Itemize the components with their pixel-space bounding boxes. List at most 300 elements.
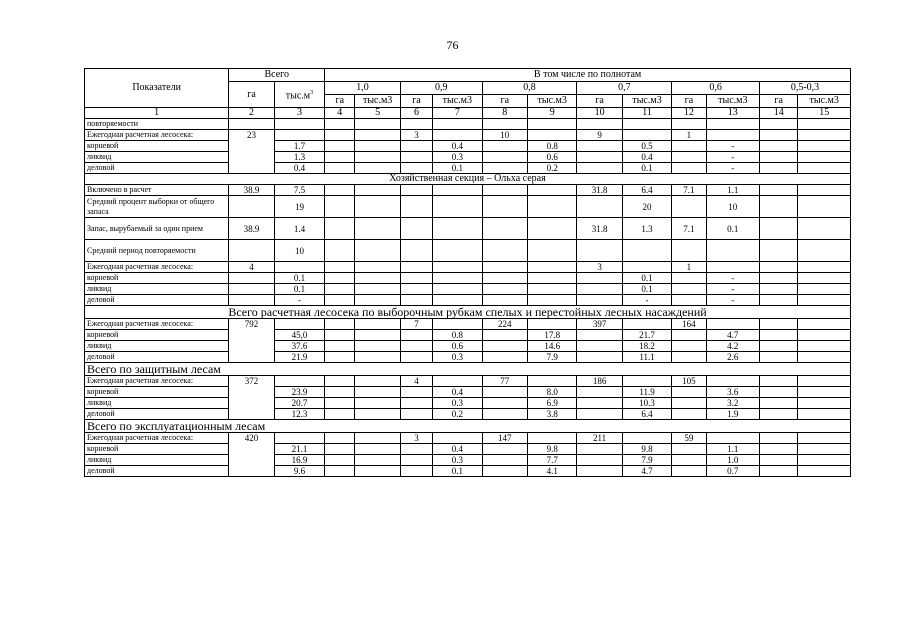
table-cell [672, 284, 706, 295]
table-cell: 0.6 [527, 152, 576, 163]
table-cell [229, 240, 274, 262]
table-cell [672, 273, 706, 284]
table-cell [577, 152, 622, 163]
table-cell [400, 409, 432, 420]
table-cell [760, 218, 798, 240]
table-cell [482, 352, 527, 363]
table-cell [355, 185, 400, 196]
table-cell: 37.6 [274, 341, 324, 352]
table-cell [229, 284, 274, 295]
table-cell [482, 295, 527, 306]
table-cell [433, 295, 482, 306]
row-label: деловой [85, 352, 229, 363]
table-cell [760, 163, 798, 174]
table-cell [798, 130, 851, 141]
table-cell [798, 319, 851, 330]
table-cell [325, 119, 355, 130]
table-cell [798, 262, 851, 273]
table-cell [760, 141, 798, 152]
row-label: деловой [85, 163, 229, 174]
row-label: Средний процент выборки от общего запаса [85, 196, 229, 218]
table-cell: 3 [400, 130, 432, 141]
table-cell [527, 130, 576, 141]
table-cell [482, 196, 527, 218]
table-cell [672, 295, 706, 306]
table-cell [482, 185, 527, 196]
row-label: Средний период повторяемости [85, 240, 229, 262]
table-cell [274, 433, 324, 444]
table-cell [760, 273, 798, 284]
table-row [85, 284, 851, 295]
table-cell: 18.2 [622, 341, 671, 352]
table-cell: 20.7 [274, 398, 324, 409]
table-cell [433, 433, 482, 444]
table-cell: 59 [672, 433, 706, 444]
table-cell: - [706, 284, 759, 295]
table-cell: 397 [577, 319, 622, 330]
table-cell: 3.6 [706, 387, 759, 398]
table-cell [622, 262, 671, 273]
table-row [85, 444, 851, 455]
table-cell: - [706, 273, 759, 284]
table-cell: 4.7 [622, 466, 671, 477]
table-cell [229, 295, 274, 306]
column-number: 7 [433, 108, 482, 119]
table-cell: 21.7 [622, 330, 671, 341]
table-cell: 3.8 [527, 409, 576, 420]
table-cell [355, 352, 400, 363]
table-row [85, 352, 851, 363]
table-cell [433, 273, 482, 284]
table-row [85, 218, 851, 240]
table-row [85, 363, 851, 376]
section-title: Всего по эксплуатационным лесам [85, 420, 851, 433]
table-cell [622, 376, 671, 387]
table-cell [672, 152, 706, 163]
density-header: 0,5-0,3 [760, 82, 851, 95]
table-cell [672, 352, 706, 363]
sub-vol-header: тыс.м3 [706, 95, 759, 108]
column-number: 10 [577, 108, 622, 119]
table-cell: 1 [672, 262, 706, 273]
table-cell [672, 119, 706, 130]
table-cell [672, 444, 706, 455]
table-cell [760, 387, 798, 398]
table-cell [577, 444, 622, 455]
table-cell: - [706, 163, 759, 174]
table-cell: 19 [274, 196, 324, 218]
table-cell: 9.6 [274, 466, 324, 477]
table-cell [325, 295, 355, 306]
table-cell [798, 119, 851, 130]
table-cell [325, 218, 355, 240]
table-cell: 4 [400, 376, 432, 387]
table-cell [355, 119, 400, 130]
table-cell [482, 398, 527, 409]
table-cell: 4 [229, 262, 274, 273]
by-density-header: В том числе по полнотам [325, 69, 851, 82]
table-cell: 0.1 [274, 273, 324, 284]
column-number: 8 [482, 108, 527, 119]
table-row [85, 295, 851, 306]
table-row [85, 306, 851, 319]
table-cell: 9 [577, 130, 622, 141]
sub-vol-header: тыс.м3 [433, 95, 482, 108]
table-cell [798, 284, 851, 295]
table-cell: 0.4 [622, 152, 671, 163]
table-cell [577, 455, 622, 466]
column-number: 15 [798, 108, 851, 119]
table-cell: 0.1 [433, 163, 482, 174]
table-cell [672, 398, 706, 409]
table-cell: 7.1 [672, 218, 706, 240]
table-row [85, 387, 851, 398]
table-cell: 45,0 [274, 330, 324, 341]
table-cell [229, 196, 274, 218]
density-header: 0,6 [672, 82, 760, 95]
table-cell [355, 376, 400, 387]
table-cell [325, 330, 355, 341]
table-cell: 7.9 [622, 455, 671, 466]
sub-ha-header: га [577, 95, 622, 108]
table-cell: 792 [229, 319, 274, 330]
table-cell [672, 240, 706, 262]
table-cell [577, 196, 622, 218]
row-label: ликвид [85, 455, 229, 466]
table-cell [760, 376, 798, 387]
table-cell [482, 218, 527, 240]
column-number: 14 [760, 108, 798, 119]
table-cell [482, 341, 527, 352]
table-row [85, 130, 851, 141]
table-cell [760, 185, 798, 196]
column-number: 2 [229, 108, 274, 119]
table-cell [577, 387, 622, 398]
table-cell [760, 240, 798, 262]
table-cell [325, 240, 355, 262]
table-cell [527, 262, 576, 273]
table-cell: 0.8 [527, 141, 576, 152]
table-cell: 1 [672, 130, 706, 141]
table-cell [355, 387, 400, 398]
row-label: корневой [85, 330, 229, 341]
table-cell [798, 466, 851, 477]
table-cell: 6.9 [527, 398, 576, 409]
table-cell: 16.9 [274, 455, 324, 466]
table-cell [482, 455, 527, 466]
table-cell [229, 455, 274, 466]
total-ha-header: га [229, 82, 274, 108]
table-cell: 164 [672, 319, 706, 330]
table-cell [798, 409, 851, 420]
sub-ha-header: га [672, 95, 706, 108]
table-cell: 0.3 [433, 152, 482, 163]
row-label: Ежегодная расчетная лесосека: [85, 130, 229, 141]
table-cell [798, 387, 851, 398]
table-cell: 1.7 [274, 141, 324, 152]
table-cell [433, 185, 482, 196]
table-cell: 2.6 [706, 352, 759, 363]
table-cell: 3 [400, 433, 432, 444]
table-cell: 38.9 [229, 218, 274, 240]
table-cell [672, 196, 706, 218]
table-cell [760, 130, 798, 141]
table-cell [760, 284, 798, 295]
sub-vol-header: тыс.м3 [527, 95, 576, 108]
table-cell [325, 444, 355, 455]
table-cell [577, 466, 622, 477]
table-cell: 23.9 [274, 387, 324, 398]
table-cell: 9.8 [622, 444, 671, 455]
row-label: Ежегодная расчетная лесосека: [85, 319, 229, 330]
table-cell [433, 196, 482, 218]
table-cell: 0.7 [706, 466, 759, 477]
table-cell: 10 [706, 196, 759, 218]
table-cell [400, 352, 432, 363]
total-vol-header: $тыс.м^3$ [274, 82, 324, 108]
row-label: корневой [85, 141, 229, 152]
table-cell: 0.3 [433, 398, 482, 409]
table-cell: 1.3 [622, 218, 671, 240]
table-cell [433, 119, 482, 130]
table-cell [577, 352, 622, 363]
table-cell [229, 387, 274, 398]
table-cell: 0.4 [433, 387, 482, 398]
table-cell: 77 [482, 376, 527, 387]
table-row [85, 466, 851, 477]
table-row [85, 273, 851, 284]
table-cell: 20 [622, 196, 671, 218]
table-cell: 372 [229, 376, 274, 387]
table-cell [482, 387, 527, 398]
table-cell [400, 119, 432, 130]
table-cell [577, 330, 622, 341]
table-cell [433, 218, 482, 240]
table-cell [325, 185, 355, 196]
table-cell [433, 240, 482, 262]
table-cell [672, 466, 706, 477]
table-cell [527, 295, 576, 306]
section-title: Всего по защитным лесам [85, 363, 851, 376]
table-row [85, 185, 851, 196]
table-row [85, 163, 851, 174]
table-cell [355, 466, 400, 477]
table-cell [760, 466, 798, 477]
table-cell [325, 130, 355, 141]
table-cell [325, 163, 355, 174]
section-title: Хозяйственная секция – Ольха серая [85, 174, 851, 185]
table-cell [325, 433, 355, 444]
table-cell [274, 262, 324, 273]
table-cell [325, 352, 355, 363]
table-cell [527, 273, 576, 284]
table-cell [400, 455, 432, 466]
sub-vol-header: тыс.м3 [798, 95, 851, 108]
sub-vol-header: тыс.м3 [355, 95, 400, 108]
sub-ha-header: га [760, 95, 798, 108]
table-cell [325, 398, 355, 409]
table-cell: 10 [274, 240, 324, 262]
table-row [85, 433, 851, 444]
table-cell: 1.4 [274, 218, 324, 240]
table-cell: 0.2 [433, 409, 482, 420]
table-cell [482, 152, 527, 163]
table-cell [274, 130, 324, 141]
table-cell: 10 [482, 130, 527, 141]
table-row [85, 196, 851, 218]
column-number: 9 [527, 108, 576, 119]
table-cell [355, 398, 400, 409]
table-cell [760, 196, 798, 218]
total-header: Всего [229, 69, 325, 82]
table-cell [672, 330, 706, 341]
indicators-header: Показатели [85, 69, 229, 108]
table-cell [622, 130, 671, 141]
table-cell [706, 119, 759, 130]
table-cell [229, 119, 274, 130]
table-cell: 0.2 [527, 163, 576, 174]
table-cell [527, 240, 576, 262]
table-cell [798, 163, 851, 174]
table-row [85, 141, 851, 152]
table-cell [400, 398, 432, 409]
table-cell [229, 273, 274, 284]
density-header: 0,9 [400, 82, 482, 95]
row-label: ликвид [85, 284, 229, 295]
table-cell [577, 409, 622, 420]
table-cell [760, 341, 798, 352]
table-cell: 0.1 [622, 273, 671, 284]
table-cell [527, 433, 576, 444]
table-cell [400, 273, 432, 284]
density-header: 1,0 [325, 82, 401, 95]
table-cell [325, 409, 355, 420]
table-cell: 186 [577, 376, 622, 387]
table-cell [229, 341, 274, 352]
row-label: Ежегодная расчетная лесосека: [85, 376, 229, 387]
table-cell [672, 163, 706, 174]
table-cell [482, 330, 527, 341]
table-cell: 1.1 [706, 185, 759, 196]
table-cell [622, 240, 671, 262]
table-cell [355, 341, 400, 352]
table-cell [760, 433, 798, 444]
table-cell [325, 262, 355, 273]
table-cell [400, 262, 432, 273]
table-cell: 1.1 [706, 444, 759, 455]
row-label: повторяемости [85, 119, 229, 130]
table-cell [229, 352, 274, 363]
table-cell [672, 455, 706, 466]
table-cell: 4.1 [527, 466, 576, 477]
table-cell [760, 119, 798, 130]
table-cell [433, 262, 482, 273]
row-label: деловой [85, 295, 229, 306]
table-cell [400, 387, 432, 398]
table-cell [325, 273, 355, 284]
table-cell [400, 218, 432, 240]
table-cell: 1.0 [706, 455, 759, 466]
table-cell [482, 262, 527, 273]
table-cell: 6.4 [622, 409, 671, 420]
table-cell [325, 455, 355, 466]
table-cell [760, 152, 798, 163]
table-cell: 105 [672, 376, 706, 387]
table-cell [433, 376, 482, 387]
table-cell [706, 240, 759, 262]
table-cell [798, 444, 851, 455]
table-cell [433, 284, 482, 295]
row-label: деловой [85, 409, 229, 420]
table-cell [706, 376, 759, 387]
table-cell [527, 284, 576, 295]
table-cell [433, 130, 482, 141]
table-cell [760, 295, 798, 306]
table-cell [706, 433, 759, 444]
table-cell: 17.8 [527, 330, 576, 341]
table-cell [325, 152, 355, 163]
table-cell: 0.4 [274, 163, 324, 174]
table-cell: 0.6 [433, 341, 482, 352]
table-cell [482, 119, 527, 130]
table-cell: 0.4 [433, 141, 482, 152]
table-cell: 420 [229, 433, 274, 444]
table-cell [400, 330, 432, 341]
table-cell: 0.3 [433, 352, 482, 363]
table-cell [706, 319, 759, 330]
column-number: 4 [325, 108, 355, 119]
table-cell [672, 341, 706, 352]
table-cell: 6.4 [622, 185, 671, 196]
table-cell: 8.0 [527, 387, 576, 398]
table-row [85, 240, 851, 262]
table-cell [355, 130, 400, 141]
column-number: 6 [400, 108, 432, 119]
table-cell [482, 141, 527, 152]
table-cell: 1.9 [706, 409, 759, 420]
table-cell [527, 319, 576, 330]
table-cell [325, 387, 355, 398]
table-cell: - [706, 141, 759, 152]
table-cell [798, 341, 851, 352]
table-cell [325, 376, 355, 387]
density-header: 0,8 [482, 82, 577, 95]
table-cell: 0.3 [433, 455, 482, 466]
table-cell [798, 196, 851, 218]
table-cell [433, 319, 482, 330]
table-cell [355, 455, 400, 466]
table-cell [577, 341, 622, 352]
table-cell: - [706, 152, 759, 163]
table-cell [229, 398, 274, 409]
table-cell [229, 330, 274, 341]
table-cell [355, 152, 400, 163]
column-number: 5 [355, 108, 400, 119]
table-cell [355, 330, 400, 341]
table-row [85, 420, 851, 433]
table-cell [400, 341, 432, 352]
table-cell: 0.4 [433, 444, 482, 455]
table-cell [798, 295, 851, 306]
sub-ha-header: га [400, 95, 432, 108]
table-cell [798, 433, 851, 444]
table-cell [400, 466, 432, 477]
table-cell [527, 218, 576, 240]
row-label: корневой [85, 444, 229, 455]
sub-vol-header: тыс.м3 [622, 95, 671, 108]
table-cell [229, 444, 274, 455]
sub-ha-header: га [325, 95, 355, 108]
